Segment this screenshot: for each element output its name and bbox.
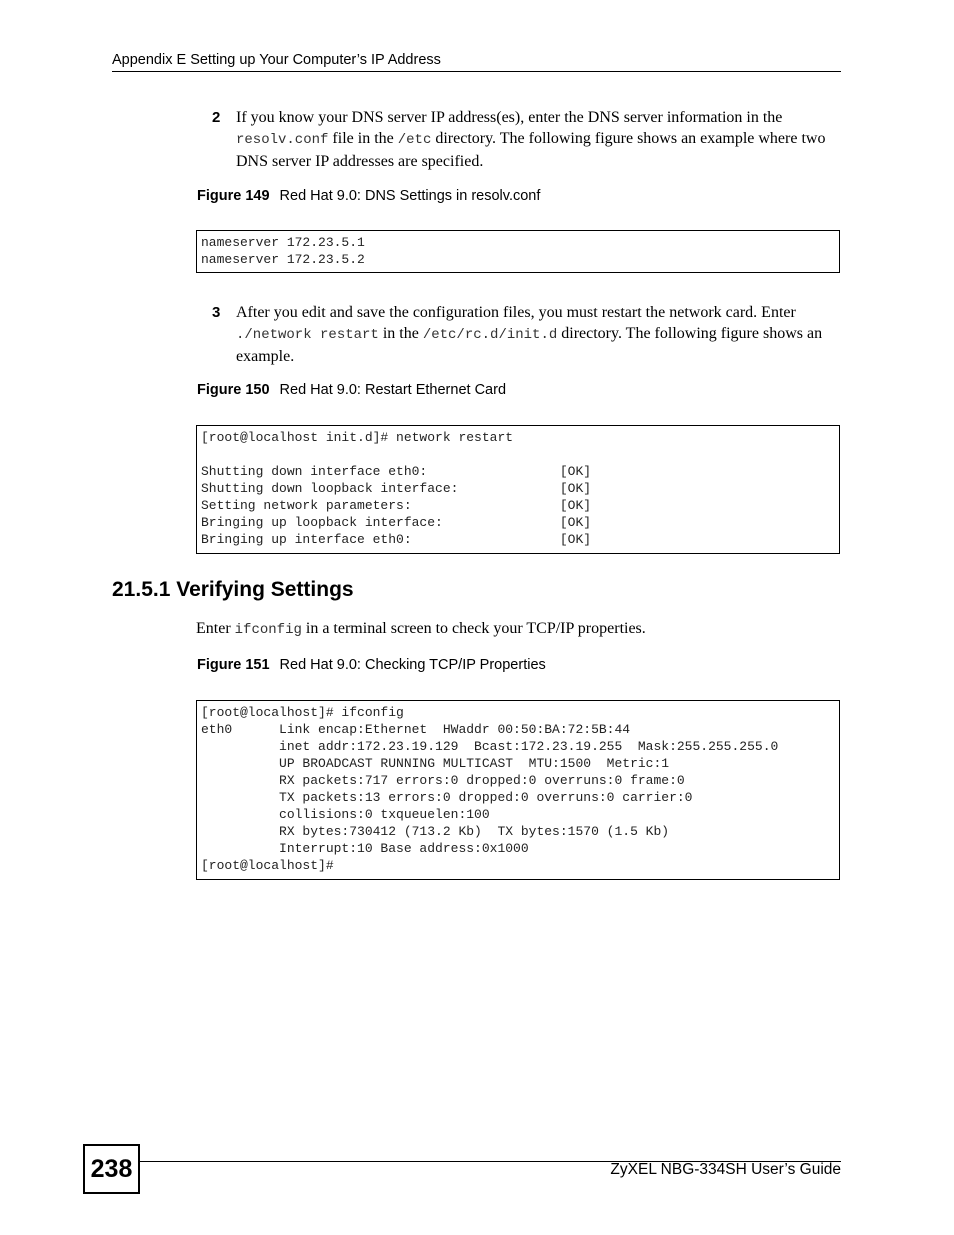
figure-title: Red Hat 9.0: DNS Settings in resolv.conf <box>279 188 541 204</box>
section-paragraph <box>196 618 646 641</box>
code-listing: [root@localhost init.d]# network restart Shutting down interface eth0: [OK] Shutting down loopback interface: [OK] Setting network parameters: [OK] Bringing up loopback interface: [OK] Bringing up interface eth0: [OK] <box>201 430 592 547</box>
header-rule <box>112 71 841 72</box>
code-listing: nameserver 172.23.5.1 nameserver 172.23.5.2 <box>201 235 365 267</box>
running-header: Appendix E Setting up Your Computer’s IP Address <box>112 52 441 68</box>
step-number: 2 <box>212 109 221 126</box>
step-text-part: in the <box>378 325 423 342</box>
step-number: 3 <box>212 304 221 321</box>
paragraph-text-part: in a terminal screen to check your TCP/IP properties. <box>301 620 646 637</box>
inline-code-etc: /etc <box>397 132 432 148</box>
figure-title: Red Hat 9.0: Checking TCP/IP Properties <box>279 657 546 673</box>
figure-151-caption <box>197 657 546 673</box>
figure-label: Figure 150 <box>197 382 270 398</box>
step-text <box>236 107 842 172</box>
section-heading: 21.5.1 Verifying Settings <box>112 578 354 601</box>
figure-title: Red Hat 9.0: Restart Ethernet Card <box>279 382 507 398</box>
inline-code-ifconfig: ifconfig <box>234 622 302 638</box>
step-text-part: After you edit and save the configuration files, you must restart the network card. Enter <box>236 304 796 321</box>
figure-label: Figure 151 <box>197 657 270 673</box>
figure-149-caption <box>197 188 540 204</box>
figure-label: Figure 149 <box>197 188 270 204</box>
figure-150-caption <box>197 382 506 398</box>
code-listing: [root@localhost]# ifconfig eth0 Link encap:Ethernet HWaddr 00:50:BA:72:5B:44 inet addr:172.23.19.129 Bcast:172.23.19.255 Mask:255.255.255.0 UP BROADCAST RUNNING MULTICAST MTU:1500 Metric:1 RX packets:717 errors:0 dropped:0 overruns:0 frame:0 TX packets:13 errors:0 dropped:0 overruns:0 carrier:0 collisions:0 txqueuelen:100 RX bytes:730412 (713.2 Kb) TX bytes:1570 (1.5 Kb) Interrupt:10 Base address:0x1000 [root@localhost]# <box>201 705 779 873</box>
step-text-part: directory. The following figure shows an example. <box>236 325 823 365</box>
step-text-part: If you know your DNS server IP address(es), enter the DNS server information in the <box>236 109 783 126</box>
paragraph-text-part: Enter <box>196 620 235 637</box>
figure-151-code-box <box>196 700 840 880</box>
figure-149-code-box <box>196 230 840 273</box>
inline-code-init-d: /etc/rc.d/init.d <box>422 327 558 343</box>
step-text-part: file in the <box>328 130 398 147</box>
inline-code-network-restart: ./network restart <box>236 327 379 343</box>
footer-guide-title: ZyXEL NBG-334SH User’s Guide <box>610 1161 841 1178</box>
step-text <box>236 302 842 367</box>
step-text-part: directory. The following figure shows an example where two DNS server IP addresses are specified. <box>236 130 826 170</box>
page-number: 238 <box>83 1144 140 1194</box>
inline-code-resolv-conf: resolv.conf <box>236 132 329 148</box>
figure-150-code-box <box>196 425 840 554</box>
